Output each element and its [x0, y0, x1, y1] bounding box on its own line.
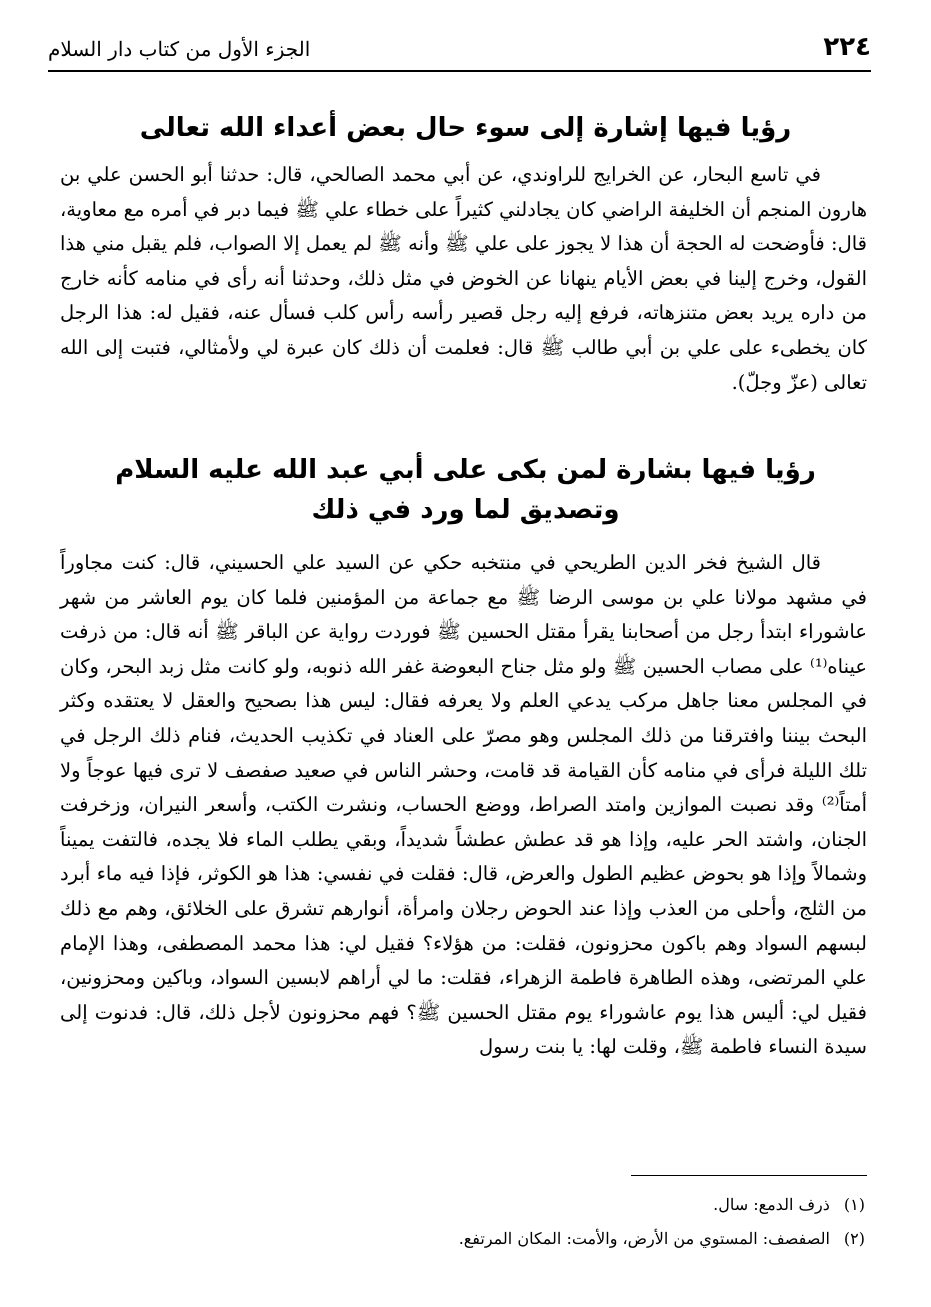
body-paragraph-1: في تاسع البحار، عن الخرايج للراوندي، عن أبي محمد الصالحي، قال: حدثنا أبو الحسن علي بن هارون المنجم أن الخليفة الراضي كان يجادلني كثيراً على خطاء علي ﷺ فيما دبر في أمره مع معاوية، قال: فأوضحت له الحجة أن هذا لا يجوز على علي ﷺ وأنه ﷺ لم يعمل إلا الصواب، فلم يقبل مني هذا القول، وخرج إلينا في بعض الأيام ينهانا عن الخوض في مثل ذلك، وحدثنا أنه رأى في منامه كأنه خارج من داره يريد بعض متنزهاته، فرفع إليه رجل قصير رأسه رأس كلب فسأل عنه، فقيل له: هذا الرجل كان يخطىء على علي بن أبي طالب ﷺ قال: فعلمت أن ذلك كان عبرة لي ولأمثالي، فتبت إلى الله تعالى (عزّ وجلّ). — [60, 163, 867, 394]
section-heading-2-line-2: وتصديق لما ورد في ذلك — [311, 495, 620, 525]
footnote-text: الصفصف: المستوي من الأرض، والأمت: المكان المرتفع. — [458, 1229, 830, 1248]
body-paragraph-2: قال الشيخ فخر الدين الطريحي في منتخبه حكي عن السيد علي الحسيني، قال: كنت مجاوراً في مشهد مولانا علي بن موسى الرضا ﷺ مع جماعة من المؤمنين فلما كان يوم العاشر من شهر عاشوراء ابتدأ رجل من أصحابنا يقرأ مقتل الحسين ﷺ فوردت رواية عن الباقر ﷺ أنه قال: من ذرفت عيناه⁽¹⁾ على مصاب الحسين ﷺ ولو مثل جناح البعوضة غفر الله ذنوبه، ولو كانت مثل زبد البحر، وكان في المجلس معنا جاهل مركب يدعي العلم ولا يعرفه فقال: ليس هذا بصحيح والعقل لا يعتقده وكثر البحث بيننا وافترقنا من ذلك المجلس وهو مصرّ على العناد في تكذيب الحديث، فنام ذلك الرجل في تلك الليلة فرأى في منامه كأن القيامة قد قامت، وحشر الناس في صعيد صفصف لا ترى فيها عوجاً ولا أمتاً⁽²⁾ وقد نصبت الموازين وامتد الصراط، ووضع الحساب، ونشرت الكتب، وأسعر النيران، وزخرفت الجنان، واشتد الحر عليه، وإذا هو قد عطش عطشاً شديداً، وبقي يطلب الماء فلا يجده، فالتفت يميناً وشمالاً وإذا هو بحوض عظيم الطول والعرض، قال: فقلت في نفسي: هذا هو الكوثر، فإذا فيه ماء أبرد من الثلج، وأحلى من العذب وإذا عند الحوض رجلان وامرأة، أنوارهم تشرق على الخلائق، وهم مع ذلك لبسهم السواد وهم باكون محزونون، فقلت: من هؤلاء؟ فقيل لي: هذا محمد المصطفى، وهذا الإمام علي المرتضى، وهذه الطاهرة فاطمة الزهراء، فقلت: ما لي أراهم لابسين السواد، وباكين ومحزونين، فقيل لي: أليس هذا يوم عاشوراء يوم مقتل الحسين ﷺ؟ فهم محزونون لأجل ذلك، قال: فدنوت إلى سيدة النساء فاطمة ﷺ، وقلت لها: يا بنت رسول — [60, 551, 867, 1059]
footnote-text: ذرف الدمع: سال. — [713, 1195, 830, 1214]
footnote-divider — [631, 1175, 867, 1176]
page-number: ٢٢٤ — [823, 32, 871, 62]
section-heading-1: رؤيا فيها إشارة إلى سوء حال بعض أعداء الله تعالى — [139, 113, 792, 143]
footnote-number: (١) — [843, 1195, 865, 1214]
footnote-2 — [60, 1222, 865, 1256]
section-heading-2-line-1: رؤيا فيها بشارة لمن بكى على أبي عبد الله عليه السلام — [115, 455, 816, 485]
book-title: الجزء الأول من كتاب دار السلام — [48, 37, 311, 61]
footnote-1 — [60, 1188, 865, 1222]
footnote-number: (٢) — [843, 1229, 865, 1248]
running-header — [48, 30, 871, 72]
section-heading-2 — [60, 450, 871, 530]
footnotes — [60, 1188, 865, 1256]
